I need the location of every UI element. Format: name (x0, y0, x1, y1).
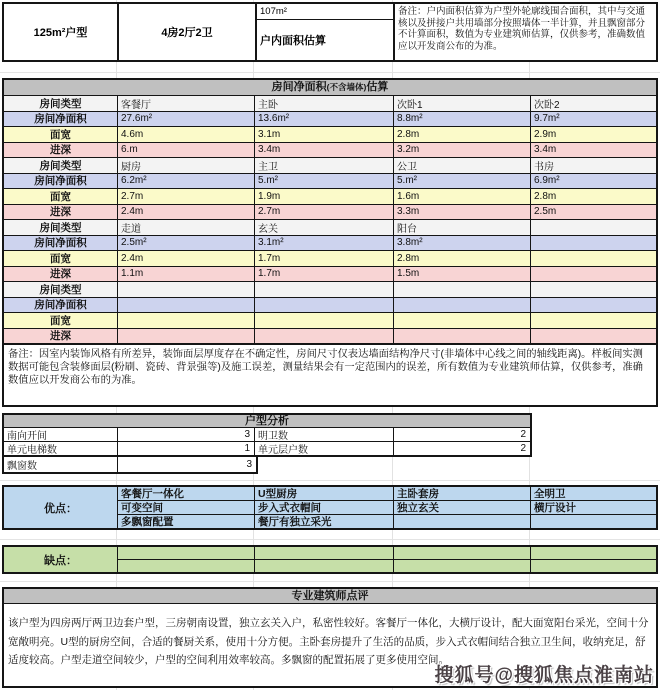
table-cell: 客餐厅 (118, 96, 254, 111)
pros-item: 横厅设计 (531, 501, 656, 514)
table-cell: 1.7m (255, 267, 393, 282)
indoor-area-cell (257, 4, 393, 60)
table-cell (394, 298, 530, 313)
cons-item (531, 560, 656, 572)
analysis-value: 2 (394, 442, 530, 455)
table-cell (531, 298, 656, 313)
cons-item (531, 547, 656, 559)
table-cell: 9.7m² (531, 112, 656, 127)
table-cell: 2.5m (531, 205, 656, 220)
table-cell (531, 220, 656, 235)
table-cell: 主卧 (255, 96, 393, 111)
bay-window-row (2, 455, 258, 474)
indoor-area-label: 户内面积估算 (260, 35, 326, 47)
pros-item: 餐厅有独立采光 (255, 515, 393, 528)
analysis-value: 1 (118, 442, 254, 455)
analysis-label: 南向开间 (4, 428, 117, 441)
cons-section (2, 545, 658, 574)
cons-label: 缺点： (4, 547, 117, 572)
table-cell: 2.9m (531, 127, 656, 142)
table-cell: 8.8m² (394, 112, 530, 127)
table-cell (531, 329, 656, 344)
analysis-label: 单元层户数 (255, 442, 393, 455)
area-note (395, 4, 656, 60)
pros-item: 独立玄关 (394, 501, 530, 514)
pros-item (394, 515, 530, 528)
row-label: 进深 (4, 143, 117, 158)
room-table-title (4, 80, 656, 96)
table-cell: 5.m² (394, 174, 530, 189)
table-cell (394, 329, 530, 344)
table-cell: 27.6m² (118, 112, 254, 127)
row-label: 进深 (4, 267, 117, 282)
unit-summary-table (2, 2, 658, 62)
table-cell (531, 236, 656, 251)
table-cell: 6.9m² (531, 174, 656, 189)
row-label: 房间净面积 (4, 236, 117, 251)
cons-item (118, 560, 254, 572)
indoor-area-value: 107m² (257, 4, 393, 20)
table-cell: 6.2m² (118, 174, 254, 189)
pros-item: 多飘窗配置 (118, 515, 254, 528)
table-cell: 阳台 (394, 220, 530, 235)
row-label: 面宽 (4, 189, 117, 204)
analysis-value: 3 (118, 457, 256, 472)
cons-item (255, 547, 393, 559)
table-cell: 4.6m (118, 127, 254, 142)
pros-item: U型厨房 (255, 487, 393, 500)
table-cell: 2.8m (394, 127, 530, 142)
pros-label: 优点： (4, 487, 117, 528)
table-cell: 2.8m (531, 189, 656, 204)
table-cell: 1.7m (255, 251, 393, 266)
table-cell: 3.8m² (394, 236, 530, 251)
table-cell: 玄关 (255, 220, 393, 235)
pros-item: 主卧套房 (394, 487, 530, 500)
table-cell: 公卫 (394, 158, 530, 173)
table-cell: 2.5m² (118, 236, 254, 251)
table-cell (394, 313, 530, 328)
table-cell: 5.m² (255, 174, 393, 189)
room-table-grid (4, 96, 656, 343)
row-label: 房间类型 (4, 158, 117, 173)
table-cell: 厨房 (118, 158, 254, 173)
table-cell (255, 329, 393, 344)
row-label: 面宽 (4, 313, 117, 328)
table-cell (118, 313, 254, 328)
table-cell: 走道 (118, 220, 254, 235)
layout-analysis-table (2, 413, 532, 457)
unit-type-cell: 125m²户型 (4, 4, 117, 60)
room-count-cell: 4房2厅2卫 (119, 4, 255, 60)
table-cell (255, 298, 393, 313)
table-cell (118, 298, 254, 313)
table-cell (118, 282, 254, 297)
table-cell: 2.7m (255, 205, 393, 220)
table-cell: 1.6m (394, 189, 530, 204)
title-tail: 估算 (366, 81, 389, 93)
table-cell (255, 282, 393, 297)
measurement-note (2, 343, 658, 407)
row-label: 房间类型 (4, 96, 117, 111)
table-cell (255, 313, 393, 328)
cons-item (118, 547, 254, 559)
review-title: 专业建筑师点评 (4, 589, 656, 604)
row-label: 房间净面积 (4, 112, 117, 127)
cons-item (255, 560, 393, 572)
table-cell: 1.5m (394, 267, 530, 282)
area-note-text: 备注：户内面积估算为户型外轮廓线围合面积，其中与交通核以及拼接户共用墙部分按照墙体一半计算，并且飘窗部分不计算面积，数值为专业建筑师估算，仅供参考，准确数值应以开发商公布的为准。 (398, 6, 646, 52)
row-label: 面宽 (4, 127, 117, 142)
room-area-table (2, 78, 658, 345)
row-label: 进深 (4, 205, 117, 220)
table-cell: 3.3m (394, 205, 530, 220)
table-cell: 2.7m (118, 189, 254, 204)
analysis-value: 2 (394, 428, 530, 441)
cons-item (394, 560, 530, 572)
cons-item (394, 547, 530, 559)
table-cell: 书房 (531, 158, 656, 173)
table-cell: 3.4m (255, 143, 393, 158)
row-label: 房间类型 (4, 220, 117, 235)
table-cell: 3.1m (255, 127, 393, 142)
row-label: 房间净面积 (4, 174, 117, 189)
table-cell: 1.1m (118, 267, 254, 282)
table-cell: 3.1m² (255, 236, 393, 251)
row-label: 进深 (4, 329, 117, 344)
table-cell (394, 282, 530, 297)
row-label: 房间净面积 (4, 298, 117, 313)
table-cell (531, 313, 656, 328)
measurement-note-text: 备注：因室内装饰风格有所差异，装饰面层厚度存在不确定性，房间尺寸仅表达墙面结构净尺寸(非墙体中心线之间的轴线距离)。样板间实测数据可能包含装修面层(粉刷、瓷砖、背景强等)及施工误差，测量结果会有一定范围内的误差，所有数值为专业建筑师估算，仅供参考，准确数值应以开发商公布的为准。 (8, 349, 643, 386)
analysis-grid (4, 428, 530, 455)
table-cell: 主卫 (255, 158, 393, 173)
table-cell (531, 267, 656, 282)
analysis-label: 单元电梯数 (4, 442, 117, 455)
analysis-label: 飘窗数 (4, 457, 117, 472)
table-cell: 2.8m (394, 251, 530, 266)
sohu-watermark: 搜狐号@搜狐焦点淮南站 (434, 665, 654, 686)
table-cell: 13.6m² (255, 112, 393, 127)
table-cell (531, 282, 656, 297)
table-cell: 3.2m (394, 143, 530, 158)
table-cell: 2.4m (118, 205, 254, 220)
analysis-title: 户型分析 (4, 415, 530, 428)
pros-item: 客餐厅一体化 (118, 487, 254, 500)
table-cell: 2.4m (118, 251, 254, 266)
table-cell: 3.4m (531, 143, 656, 158)
table-cell: 6.m (118, 143, 254, 158)
review-text: 该户型为四房两厅两卫边套户型，三房朝南设置，独立玄关入户，私密性较好。客餐厅一体化，大横厅设计，配大面宽阳台采光，空间十分宽敞明亮。U型的厨房空间，合适的餐厨关系，使用十分方便。主卧套房提升了生活的品质，步入式衣帽间结合独立卫生间，收纳充足，舒适度较高。户型走道空间较少，户型的空间利用效率较高。多飘窗的配置拓展了更多使用空间。 (8, 617, 649, 666)
pros-item: 全明卫 (531, 487, 656, 500)
row-label: 房间类型 (4, 282, 117, 297)
table-cell: 次卧2 (531, 96, 656, 111)
analysis-value: 3 (118, 428, 254, 441)
table-cell: 次卧1 (394, 96, 530, 111)
title-note: (不含墙体) (326, 82, 367, 92)
table-cell (531, 251, 656, 266)
pros-section (2, 485, 658, 530)
table-cell: 1.9m (255, 189, 393, 204)
pros-item: 步入式衣帽间 (255, 501, 393, 514)
pros-item (531, 515, 656, 528)
row-label: 面宽 (4, 251, 117, 266)
title-main: 房间净面积 (271, 81, 327, 93)
table-cell (118, 329, 254, 344)
pros-item: 可变空间 (118, 501, 254, 514)
analysis-label: 明卫数 (255, 428, 393, 441)
